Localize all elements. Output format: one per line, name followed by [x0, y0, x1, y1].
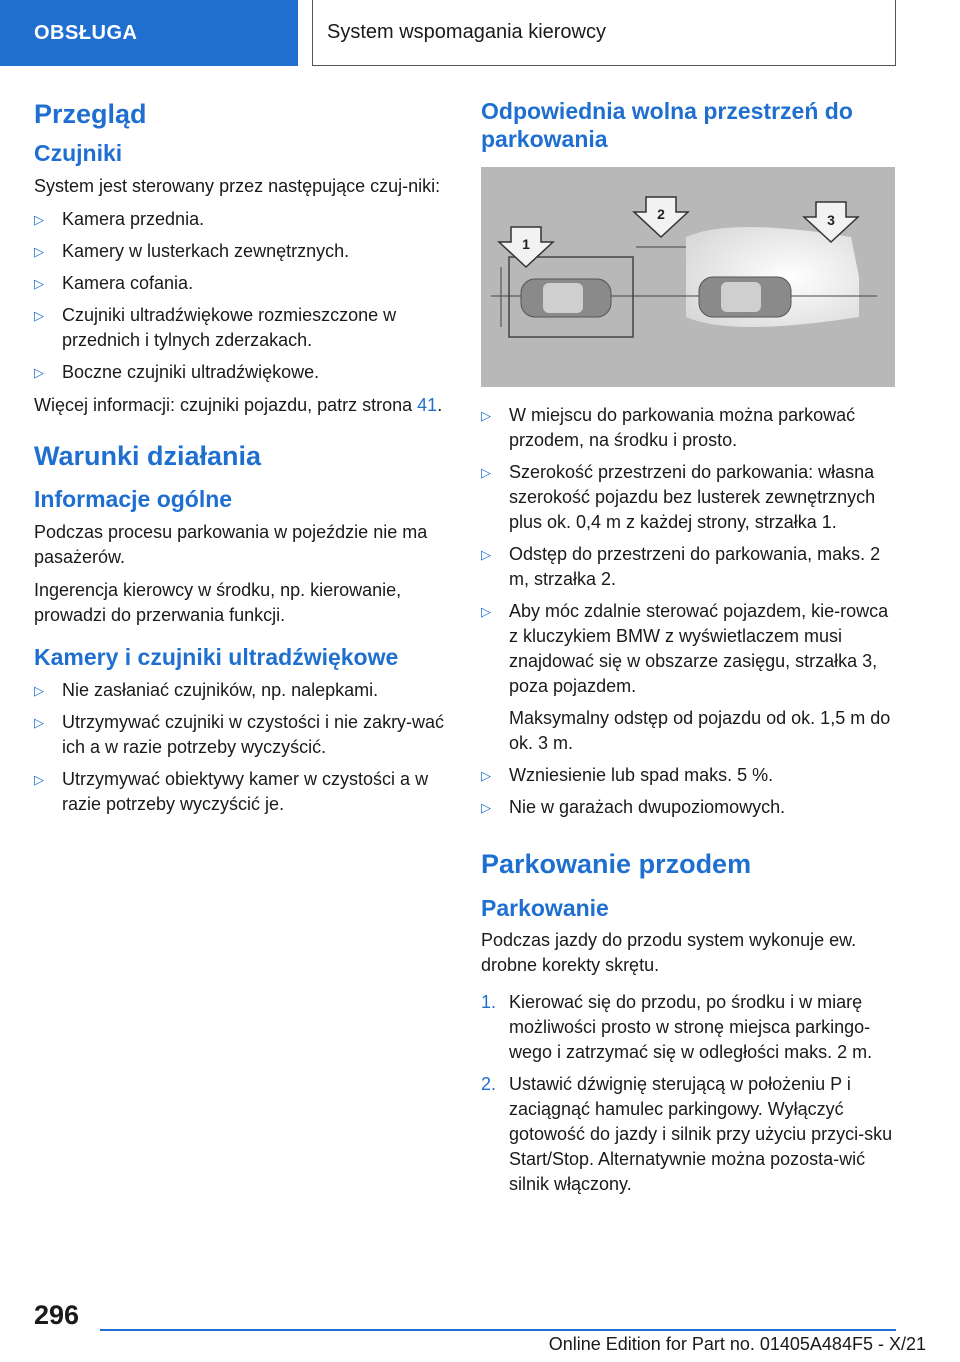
triangle-bullet-icon: ▷ — [34, 714, 44, 730]
car-driving-icon — [699, 277, 791, 317]
list-item: ▷ Odstęp do przestrzeni do parkowania, maks. 2 m, strzałka 2. — [481, 544, 881, 590]
list-item: ▷ Utrzymywać czujniki w czystości i nie zakry-wać ich a w razie potrzeby wyczyścić. — [34, 711, 445, 757]
triangle-bullet-icon: ▷ — [34, 243, 44, 259]
page-number: 296 — [34, 1300, 80, 1330]
general-paragraph-2: Ingerencja kierowcy w środku, np. kierowanie, prowadzi do przerwania funkcji. — [34, 579, 402, 625]
list-item: ▷ W miejscu do parkowania można parkować przodem, na środku i prosto. — [481, 405, 856, 451]
svg-text:3: 3 — [827, 212, 835, 229]
list-item: ▷ Czujniki ultradźwiękowe rozmieszczone w przednich i tylnych zderzakach. — [34, 304, 397, 350]
triangle-bullet-icon: ▷ — [34, 211, 44, 227]
cameras-heading: Kamery i czujniki ultradźwiękowe — [34, 643, 399, 670]
sensors-list — [34, 207, 448, 385]
list-item: ▷ Szerokość przestrzeni do parkowania: własna szerokość pojazdu bez lusterek zewnętrznych plus ok. 0,4 m z każdej strony, strzałka 1. — [481, 462, 876, 533]
step-number: 2. — [481, 1074, 497, 1095]
triangle-bullet-icon: ▷ — [34, 307, 44, 323]
right-column — [481, 98, 899, 1205]
step-item: 2. Ustawić dźwignię sterującą w położeniu P i zaciągnąć hamulec parkingowy. Wyłączyć gotowość do jazdy i silnik przy użyciu przyci-sku Start/Stop. Alternatywnie można pozosta-wić silnik włączony. — [481, 1074, 893, 1195]
list-item: ▷ Utrzymywać obiektywy kamer w czystości a w razie potrzeby wyczyścić je. — [34, 768, 429, 814]
triangle-bullet-icon: ▷ — [34, 275, 44, 291]
list-item-note: Maksymalny odstęp od pojazdu od ok. 1,5 m do ok. 3 m. — [509, 708, 891, 754]
list-item: ▷ Nie zasłaniać czujników, np. nalepkami. — [34, 678, 448, 703]
general-heading: Informacje ogólne — [34, 486, 233, 513]
list-item: ▷ Aby móc zdalnie sterować pojazdem, kie-rowca z kluczykiem BMW z wyświetlaczem musi znajdować się w obszarze zasięgu, strzałka 3, poza pojazdem. Maksymalny odstęp od pojazdu od ok. 1,5 m do ok. 3 m. — [481, 599, 899, 756]
sensors-intro: System jest sterowany przez następujące czuj-niki: — [34, 175, 441, 196]
left-column — [34, 98, 448, 825]
triangle-bullet-icon: ▷ — [481, 604, 491, 620]
svg-text:1: 1 — [522, 236, 530, 253]
chapter-title: System wspomagania kierowcy — [312, 0, 896, 66]
list-item: ▷ Nie w garażach dwupoziomowych. — [481, 795, 899, 820]
parking-heading: Parkowanie — [481, 894, 609, 921]
list-item: ▷ Kamera cofania. — [34, 271, 448, 296]
triangle-bullet-icon: ▷ — [481, 465, 491, 481]
triangle-bullet-icon: ▷ — [481, 768, 491, 784]
triangle-bullet-icon: ▷ — [34, 682, 44, 698]
conditions-title: Warunki działania — [34, 440, 262, 471]
list-item: ▷ Boczne czujniki ultradźwiękowe. — [34, 360, 448, 385]
triangle-bullet-icon: ▷ — [34, 364, 44, 380]
space-heading: Odpowiednia wolna przestrzeń do parkowania — [481, 98, 853, 152]
svg-text:2: 2 — [657, 206, 665, 223]
parking-space-figure — [481, 167, 895, 387]
steps-list — [481, 990, 899, 1197]
more-info: Więcej informacji: czujniki pojazdu, patrz strona 41. — [34, 394, 443, 415]
footer-divider — [100, 1329, 896, 1331]
list-item: ▷ Wzniesienie lub spad maks. 5 %. — [481, 763, 899, 788]
car-parked-icon — [521, 279, 611, 317]
forward-title: Parkowanie przodem — [481, 849, 752, 880]
general-paragraph-1: Podczas procesu parkowania w pojeździe nie ma pasażerów. — [34, 521, 428, 567]
step-item: 1. Kierować się do przodu, po środku i w miarę możliwości prosto w stronę miejsca parkingo-wego i zatrzymać się w odległości maks. 2 m. — [481, 992, 873, 1063]
edition-text: Online Edition for Part no. 01405A484F5 - X/21 — [548, 1334, 926, 1354]
parking-intro: Podczas jazdy do przodu system wykonuje ew. drobne korekty skrętu. — [481, 930, 857, 976]
step-number: 1. — [481, 992, 497, 1013]
space-list — [481, 403, 899, 820]
triangle-bullet-icon: ▷ — [481, 408, 491, 424]
page-link[interactable]: 41 — [417, 394, 438, 415]
overview-title: Przegląd — [34, 99, 147, 129]
sensors-heading: Czujniki — [34, 140, 123, 167]
list-item: ▷ Kamera przednia. — [34, 207, 448, 232]
cameras-list — [34, 678, 448, 817]
section-tab: OBSŁUGA — [0, 0, 298, 66]
triangle-bullet-icon: ▷ — [481, 547, 491, 563]
list-item: ▷ Kamery w lusterkach zewnętrznych. — [34, 239, 448, 264]
triangle-bullet-icon: ▷ — [34, 771, 44, 787]
triangle-bullet-icon: ▷ — [481, 800, 491, 816]
